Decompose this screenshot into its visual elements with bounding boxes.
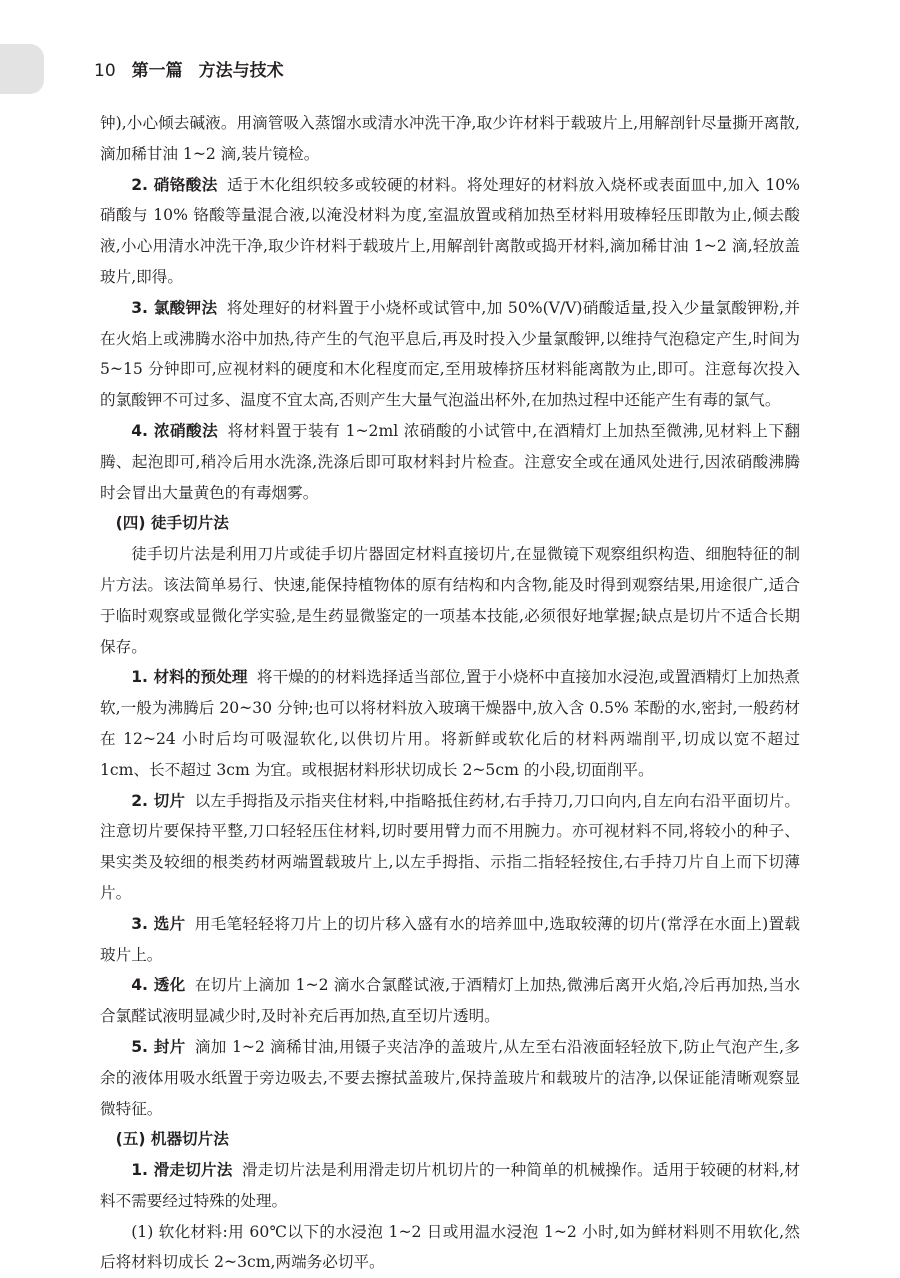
- method-heading: 5. 封片: [131, 1037, 186, 1056]
- method-heading: 2. 切片: [131, 791, 186, 810]
- part-title: 第一篇: [131, 61, 183, 81]
- method-heading: 3. 氯酸钾法: [131, 298, 218, 317]
- paragraph: 钟),小心倾去碱液。用滴管吸入蒸馏水或清水冲洗干净,取少许材料于载玻片上,用解剖针尽量撕开离散,滴加稀甘油 1~2 滴,装片镜检。: [100, 114, 800, 163]
- method-heading: 4. 浓硝酸法: [131, 421, 219, 440]
- paragraph: [100, 293, 800, 416]
- paragraph-text: 在切片上滴加 1~2 滴水合氯醛试液,于酒精灯上加热,微沸后离开火焰,冷后再加热,当水合氯醛试液明显减少时,及时补充后再加热,直至切片透明。: [100, 976, 801, 1026]
- paragraph-text: 用毛笔轻轻将刀片上的切片移入盛有水的培养皿中,选取较薄的切片(常浮在水面上)置载玻片上。: [100, 914, 801, 964]
- method-heading: 1. 滑走切片法: [131, 1161, 233, 1180]
- paragraph-text: 将处理好的材料置于小烧杯或试管中,加 50%(V/V)硝酸适量,投入少量氯酸钾粉,并在火焰上或沸腾水浴中加热,待产生的气泡平息后,再及时投入少量氯酸钾,以维持气泡稳定产生,时间为 5~15 分钟即可,应视材料的硬度和木化程度而定,至用玻棒挤压材料能离散为止,即可。注意每次投入的氯酸钾不可过多、温度不宜太高,否则产生大量气泡溢出杯外,在加热过程中还能产生有毒的氯气。: [100, 298, 800, 410]
- paragraph: [100, 786, 800, 909]
- paragraph-text: 适于木化组织较多或较硬的材料。将处理好的材料放入烧杯或表面皿中,加入 10% 硝酸与 10% 铬酸等量混合液,以淹没材料为度,室温放置或稍加热至材料用玻棒轻压即散为止,倾去酸液,小心用清水冲洗干净,取少许材料于载玻片上,用解剖针离散或捣开材料,滴加稀甘油 1~2 滴,轻放盖玻片,即得。: [100, 175, 801, 286]
- paragraph-text: 滴加 1~2 滴稀甘油,用镊子夹洁净的盖玻片,从左至右沿液面轻轻放下,防止气泡产生,多余的液体用吸水纸置于旁边吸去,不要去擦拭盖玻片,保持盖玻片和载玻片的洁净,以保证能清晰观察显微特征。: [100, 1037, 801, 1118]
- page-number: 10: [94, 61, 116, 81]
- section-heading: (四) 徒手切片法: [115, 514, 229, 533]
- paragraph: [100, 170, 800, 293]
- paragraph: 徒手切片法是利用刀片或徒手切片器固定材料直接切片,在显微镜下观察组织构造、细胞特征的制片方法。该法简单易行、快速,能保持植物体的原有结构和内含物,能及时得到观察结果,用途很广,适合于临时观察或显微化学实验,是生药显微鉴定的一项基本技能,必须很好地掌握;缺点是切片不适合长期保存。: [100, 545, 800, 656]
- page-edge-tab: [0, 44, 44, 94]
- section-title: 方法与技术: [198, 61, 284, 81]
- paragraph: [100, 1032, 800, 1124]
- paragraph-text: 将材料置于装有 1~2ml 浓硝酸的小试管中,在酒精灯上加热至微沸,见材料上下翻腾、起泡即可,稍冷后用水洗涤,洗涤后即可取材料封片检查。注意安全或在通风处进行,因浓硝酸沸腾时会冒出大量黄色的有毒烟雾。: [100, 421, 801, 502]
- paragraph: [100, 662, 800, 785]
- method-heading: 4. 透化: [131, 976, 186, 995]
- method-heading: 2. 硝铬酸法: [131, 175, 218, 194]
- method-heading: 1. 材料的预处理: [131, 668, 248, 687]
- paragraph-text: 滑走切片法是利用滑走切片机切片的一种简单的机械操作。适用于较硬的材料,材料不需要经过特殊的处理。: [100, 1161, 800, 1210]
- paragraph-text: 以左手拇指及示指夹住材料,中指略抵住药材,右手持刀,刀口向内,自左向右沿平面切片。注意切片要保持平整,刀口轻轻压住材料,切时要用臂力而不用腕力。亦可视材料不同,将较小的种子、果实类及较细的根类药材两端置载玻片上,以左手拇指、示指二指轻轻按住,右手持刀片自上而下切薄片。: [100, 791, 801, 902]
- paragraph-text: 将干燥的的材料选择适当部位,置于小烧杯中直接加水浸泡,或置酒精灯上加热煮软,一般为沸腾后 20~30 分钟;也可以将材料放入玻璃干燥器中,放入含 0.5% 苯酚的水,密封,一般药材在 12~24 小时后均可吸湿软化,以供切片用。将新鲜或软化后的材料两端削平,切成以宽不超过 1cm、长不超过 3cm 为宜。或根据材料形状切成长 2~5cm 的小段,切面削平。: [100, 668, 801, 779]
- method-heading: 3. 选片: [131, 914, 186, 933]
- paragraph: (1) 软化材料:用 60℃以下的水浸泡 1~2 日或用温水浸泡 1~2 小时,如为鲜材料则不用软化,然后将材料切成长 2~3cm,两端务必切平。: [100, 1222, 800, 1272]
- paragraph: [100, 970, 800, 1032]
- section-heading: (五) 机器切片法: [115, 1130, 229, 1149]
- paragraph: [100, 909, 800, 971]
- page-body: [100, 108, 800, 1278]
- paragraph: [100, 1155, 800, 1217]
- running-header: [94, 58, 284, 84]
- paragraph: [100, 416, 800, 508]
